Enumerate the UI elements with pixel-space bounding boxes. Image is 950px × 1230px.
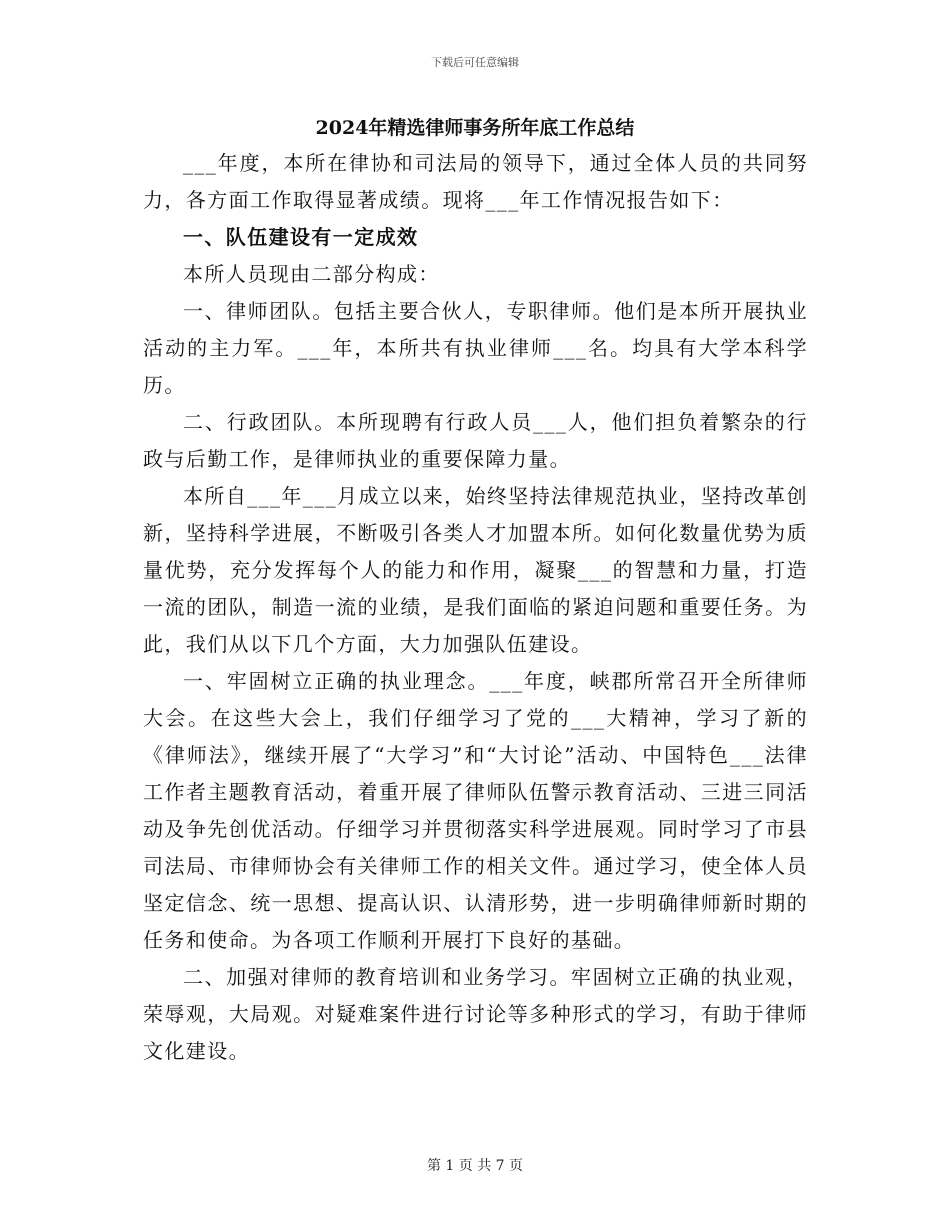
paragraph-firm-history: 本所自___年___月成立以来，始终坚持法律规范执业，坚持改革创新，坚持科学进展，不断吸引各类人才加盟本所。如何化数量优势为质量优势，充分发挥每个人的能力和作用，凝聚___的智慧和力量，打造一流的团队，制造一流的业绩，是我们面临的紧迫问题和重要任务。为此，我们从以下几个方面，大力加强队伍建设。 [143,484,808,656]
page-header-note: 下载后可任意编辑 [431,56,519,69]
section-heading-team-building: 一、队伍建设有一定成效 [183,225,419,249]
paragraph-staff-composition: 本所人员现由二部分构成： [183,262,440,286]
paragraph-training: 二、加强对律师的教育培训和业务学习。牢固树立正确的执业观，荣辱观，大局观。对疑难案件进行讨论等多种形式的学习，有助于律师文化建设。 [143,965,808,1063]
page-indicator: 第 1 页 共 7 页 [426,1158,524,1174]
document-body [143,145,808,1070]
paragraph-lawyer-team: 一、律师团队。包括主要合伙人，专职律师。他们是本所开展执业活动的主力军。___年，本所共有执业律师___名。均具有大学本科学历。 [143,299,808,397]
document-title: 2024年精选律师事务所年底工作总结 [315,117,635,139]
paragraph-practice-philosophy: 一、牢固树立正确的执业理念。___年度，峡郡所常召开全所律师大会。在这些大会上，我们仔细学习了党的___大精神，学习了新的《律师法》，继续开展了“大学习”和“大讨论”活动、中国特色___法律工作者主题教育活动，着重开展了律师队伍警示教育活动、三进三同活动及争先创优活动。仔细学习并贯彻落实科学进展观。同时学习了市县司法局、市律师协会有关律师工作的相关文件。通过学习，使全体人员坚定信念、统一思想、提高认识、认清形势，进一步明确律师新时期的任务和使命。为各项工作顺利开展打下良好的基础。 [143,669,808,952]
paragraph-admin-team: 二、行政团队。本所现聘有行政人员___人，他们担负着繁杂的行政与后勤工作，是律师执业的重要保障力量。 [143,410,808,471]
intro-paragraph: ___年度，本所在律协和司法局的领导下，通过全体人员的共同努力，各方面工作取得显著成绩。现将___年工作情况报告如下： [143,151,808,212]
